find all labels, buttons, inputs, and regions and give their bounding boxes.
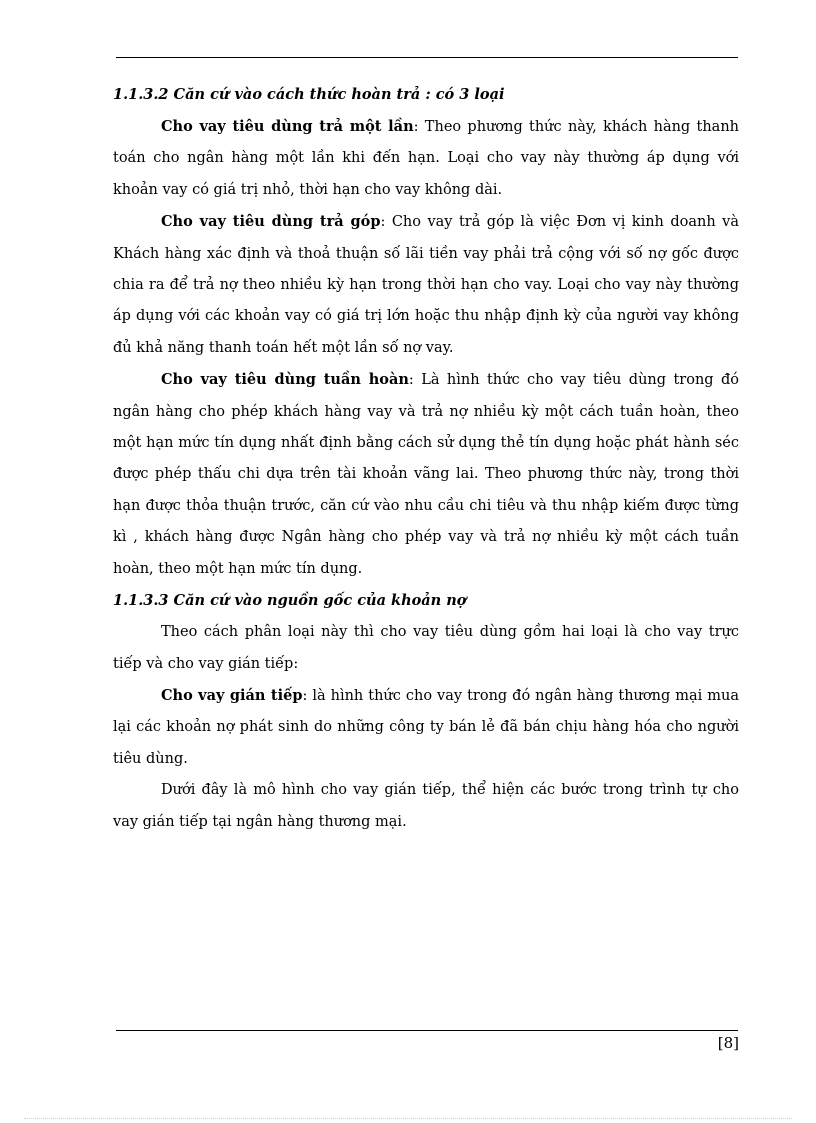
section-heading-1-1-3-3: 1.1.3.3 Căn cứ vào nguồn gốc của khoản nợ (113, 592, 467, 610)
term-tra-mot-lan: Cho vay tiêu dùng trả một lần (161, 118, 414, 135)
paragraph-tra-gop (113, 206, 739, 364)
header-rule (116, 57, 738, 58)
paragraph-text: : Cho vay trả góp là việc Đơn vị kinh doanh và Khách hàng xác định và thoả thuận số lãi tiền vay phải trả cộng với số nợ gốc được chia ra để trả nợ theo nhiều kỳ hạn trong thời hạn cho vay. Loại cho vay này thường áp dụng với các khoản vay có giá trị lớn hoặc thu nhập định kỳ của người vay không đủ khả năng thanh toán hết một lần số nợ vay. (113, 214, 739, 356)
term-tra-gop: Cho vay tiêu dùng trả góp (161, 213, 381, 231)
paragraph-text: : là hình thức cho vay trong đó ngân hàng thương mại mua lại các khoản nợ phát sinh do những công ty bán lẻ đã bán chịu hàng hóa cho người tiêu dùng. (113, 687, 739, 767)
paragraph-tra-mot-lan (113, 111, 739, 206)
page-edge-divider (24, 1118, 792, 1119)
paragraph-tuan-hoan (113, 364, 739, 585)
term-gian-tiep: Cho vay gián tiếp (161, 686, 303, 704)
paragraph-text: : Theo phương thức này, khách hàng thanh toán cho ngân hàng một lần khi đến hạn. Loại cho vay này thường áp dụng với khoản vay có giá trị nhỏ, thời hạn cho vay không dài. (113, 119, 739, 198)
paragraph-intro: Theo cách phân loại này thì cho vay tiêu dùng gồm hai loại là cho vay trực tiếp và cho vay gián tiếp: (113, 624, 739, 672)
paragraph-closing: Dưới đây là mô hình cho vay gián tiếp, thể hiện các bước trong trình tự cho vay gián tiếp tại ngân hàng thương mại. (113, 782, 739, 830)
document-body (113, 79, 739, 838)
paragraph-text: : Là hình thức cho vay tiêu dùng trong đó ngân hàng cho phép khách hàng vay và trả nợ nhiều kỳ một cách tuần hoàn, theo một hạn mức tín dụng nhất định bằng cách sử dụng thẻ tín dụng hoặc phát hành séc được phép thấu chi dựa trên tài khoản vãng lai. Theo phương thức này, trong thời hạn được thỏa thuận trước, căn cứ vào nhu cầu chi tiêu và thu nhập kiếm được từng kì , khách hàng được Ngân hàng cho phép vay và trả nợ nhiều kỳ một cách tuần hoàn, theo một hạn mức tín dụng. (113, 372, 739, 577)
paragraph-gian-tiep (113, 680, 739, 775)
footer-rule (116, 1030, 738, 1031)
term-tuan-hoan: Cho vay tiêu dùng tuần hoàn (161, 371, 409, 389)
page-number: [8] (717, 1034, 739, 1052)
section-heading-1-1-3-2: 1.1.3.2 Căn cứ vào cách thức hoàn trả : có 3 loại (113, 86, 505, 103)
